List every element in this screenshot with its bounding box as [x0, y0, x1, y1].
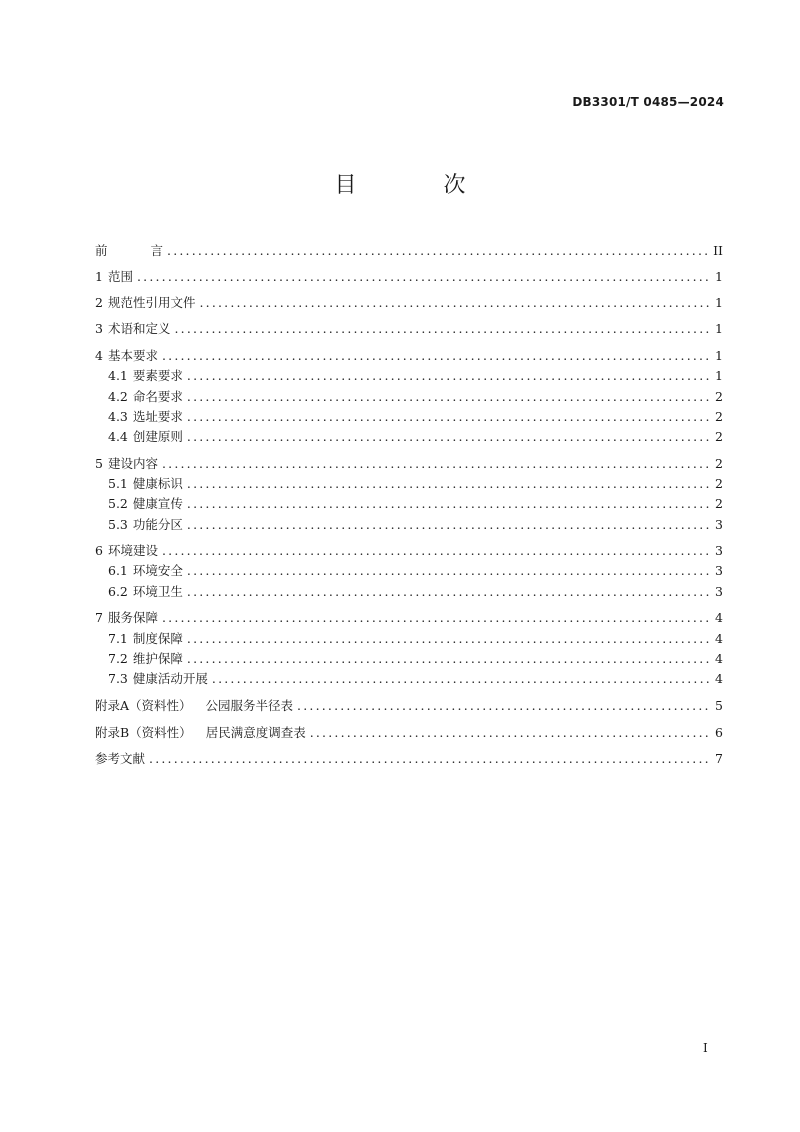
- toc-entry-number: 7: [95, 610, 103, 625]
- toc-entry-number: 5.1: [108, 476, 128, 491]
- toc-page-number: 4: [715, 631, 723, 646]
- page-title: 目 次: [334, 173, 506, 198]
- toc-entry[interactable]: [95, 455, 723, 473]
- toc-entry-title: 范围: [107, 269, 133, 284]
- toc-entry-label: [95, 347, 158, 365]
- toc-leader-dots: [162, 347, 711, 365]
- toc-entry-label: [108, 495, 183, 513]
- toc-leader-dots: [187, 428, 711, 446]
- toc-entry-label: [108, 367, 183, 385]
- toc-entry[interactable]: [95, 268, 723, 286]
- toc-entry-number: 6: [95, 543, 103, 558]
- toc-entry[interactable]: [95, 428, 723, 446]
- toc-entry[interactable]: [95, 583, 723, 601]
- toc-page-number: 5: [715, 698, 723, 713]
- toc-entry[interactable]: [95, 609, 723, 627]
- toc-leader-dots: [187, 583, 711, 601]
- toc-page-number: 1: [715, 269, 723, 284]
- toc-entry-label: [108, 583, 183, 601]
- toc-entry-label: [95, 609, 158, 627]
- toc-leader-dots: [297, 697, 711, 715]
- toc-entry-title: 环境卫生: [132, 584, 183, 599]
- toc-entry-number: 7.1: [108, 631, 128, 646]
- toc-entry-label: [95, 455, 158, 473]
- toc-entry-title: 选址要求: [132, 409, 183, 424]
- toc-leader-dots: [149, 750, 711, 768]
- toc-entry-number: 4: [95, 348, 103, 363]
- toc-leader-dots: [187, 408, 711, 426]
- toc-entry-label: [108, 562, 183, 580]
- toc-entry-label: [95, 320, 170, 338]
- toc-entry-title: 公园服务半径表: [205, 698, 294, 713]
- toc-entry[interactable]: [95, 242, 723, 260]
- toc-leader-dots: [199, 294, 711, 312]
- toc-entry-label: [108, 650, 183, 668]
- toc-entry[interactable]: [95, 347, 723, 365]
- toc-entry-number: 7.3: [108, 671, 128, 686]
- toc-entry[interactable]: [95, 670, 723, 688]
- toc-entry-label: [108, 516, 183, 534]
- toc-entry-number: 附录A（资料性）: [95, 698, 192, 713]
- toc-page-number: 2: [715, 409, 723, 424]
- toc-entry[interactable]: [95, 408, 723, 426]
- toc-leader-dots: [187, 495, 711, 513]
- toc-entry-title: 健康标识: [132, 476, 183, 491]
- toc-entry-number: 4.1: [108, 368, 128, 383]
- toc-leader-dots: [174, 320, 711, 338]
- page-number: I: [703, 1041, 708, 1055]
- toc-entry-number: 附录B（资料性）: [95, 725, 192, 740]
- toc-entry-title: 基本要求: [107, 348, 158, 363]
- toc-page-number: 4: [715, 671, 723, 686]
- toc-page-number: 1: [715, 348, 723, 363]
- toc-entry-title: 要素要求: [132, 368, 183, 383]
- toc-entry-title: 制度保障: [132, 631, 183, 646]
- toc-page-number: 3: [715, 584, 723, 599]
- toc-page-number: 1: [715, 321, 723, 336]
- toc-leader-dots: [162, 609, 711, 627]
- toc-page-number: 4: [715, 610, 723, 625]
- toc-page-number: 2: [715, 496, 723, 511]
- toc-entry-label: [95, 268, 133, 286]
- toc-entry[interactable]: [95, 724, 723, 742]
- toc-page-number: 6: [715, 725, 723, 740]
- toc-entry-title: 环境建设: [107, 543, 158, 558]
- toc-entry[interactable]: [95, 475, 723, 493]
- toc-entry-number: 7.2: [108, 651, 128, 666]
- toc-page-number: 3: [715, 563, 723, 578]
- toc-page-number: 1: [715, 368, 723, 383]
- toc-leader-dots: [310, 724, 711, 742]
- toc-entry-label: [95, 294, 195, 312]
- toc-entry-title: 功能分区: [132, 517, 183, 532]
- toc-entry-label: [108, 408, 183, 426]
- toc-entry-title: 健康宣传: [132, 496, 183, 511]
- toc-entry-number: 3: [95, 321, 103, 336]
- toc-entry-title: 命名要求: [132, 389, 183, 404]
- toc-entry[interactable]: [95, 388, 723, 406]
- toc-entry-label: [95, 242, 163, 260]
- toc-page-number: 3: [715, 517, 723, 532]
- toc-entry-label: [108, 630, 183, 648]
- toc-page-number: 4: [715, 651, 723, 666]
- toc-entry[interactable]: [95, 562, 723, 580]
- toc-entry[interactable]: [95, 320, 723, 338]
- toc-entry[interactable]: [95, 495, 723, 513]
- toc-page-number: 2: [715, 456, 723, 471]
- toc-entry-label: [108, 670, 208, 688]
- toc-preface-char: 言: [150, 243, 164, 258]
- toc-entry-label: [95, 542, 158, 560]
- toc-leader-dots: [137, 268, 711, 286]
- toc-entry-title: 健康活动开展: [132, 671, 208, 686]
- toc-leader-dots: [162, 455, 711, 473]
- toc-entry-title: 术语和定义: [107, 321, 171, 336]
- toc-leader-dots: [167, 242, 709, 260]
- toc-entry-number: 6.2: [108, 584, 128, 599]
- toc-entry-number: 4.3: [108, 409, 128, 424]
- toc-leader-dots: [212, 670, 711, 688]
- toc-entry-title: 居民满意度调查表: [205, 725, 306, 740]
- toc-entry-title: 环境安全: [132, 563, 183, 578]
- toc-entry[interactable]: [95, 697, 723, 715]
- toc-entry-title: 服务保障: [107, 610, 158, 625]
- toc-entry-number: 5.2: [108, 496, 128, 511]
- toc-entry-label: [95, 724, 306, 742]
- toc-leader-dots: [187, 516, 711, 534]
- toc-entry[interactable]: [95, 542, 723, 560]
- toc-entry-number: 4.2: [108, 389, 128, 404]
- toc-entry[interactable]: [95, 516, 723, 534]
- toc-page-number: 2: [715, 476, 723, 491]
- toc-entry[interactable]: [95, 294, 723, 312]
- toc-entry-number: 6.1: [108, 563, 128, 578]
- toc-leader-dots: [187, 388, 711, 406]
- toc-entry-number: 2: [95, 295, 103, 310]
- toc-page-number: 2: [715, 389, 723, 404]
- toc-leader-dots: [162, 542, 711, 560]
- toc-entry-label: [108, 475, 183, 493]
- toc-entry-title: 维护保障: [132, 651, 183, 666]
- toc-page-number: 3: [715, 543, 723, 558]
- toc-entry-label: [108, 428, 183, 446]
- toc-leader-dots: [187, 650, 711, 668]
- toc-entry-label: [108, 388, 183, 406]
- toc-entry-title: 规范性引用文件: [107, 295, 196, 310]
- toc-entry-number: 5: [95, 456, 103, 471]
- toc-entry-title: 创建原则: [132, 429, 183, 444]
- toc-entry-title: 建设内容: [107, 456, 158, 471]
- toc-leader-dots: [187, 475, 711, 493]
- toc-entry-number: 5.3: [108, 517, 128, 532]
- toc-entry-number: 1: [95, 269, 103, 284]
- toc-page-number: 1: [715, 295, 723, 310]
- toc-leader-dots: [187, 367, 711, 385]
- toc-entry[interactable]: [95, 367, 723, 385]
- toc-entry-label: [95, 750, 145, 768]
- toc-leader-dots: [187, 630, 711, 648]
- toc-entry[interactable]: [95, 750, 723, 768]
- toc-entry[interactable]: [95, 630, 723, 648]
- toc-entry-title: 参考文献: [95, 751, 146, 766]
- document-code: DB3301/T 0485—2024: [572, 95, 724, 109]
- toc-entry-label: [95, 697, 293, 715]
- toc-page-number: II: [713, 243, 723, 258]
- toc-entry-number: 4.4: [108, 429, 128, 444]
- toc-preface-char: 前: [95, 243, 108, 258]
- toc-entry[interactable]: [95, 650, 723, 668]
- toc-page-number: 7: [715, 751, 723, 766]
- toc-leader-dots: [187, 562, 711, 580]
- toc-page-number: 2: [715, 429, 723, 444]
